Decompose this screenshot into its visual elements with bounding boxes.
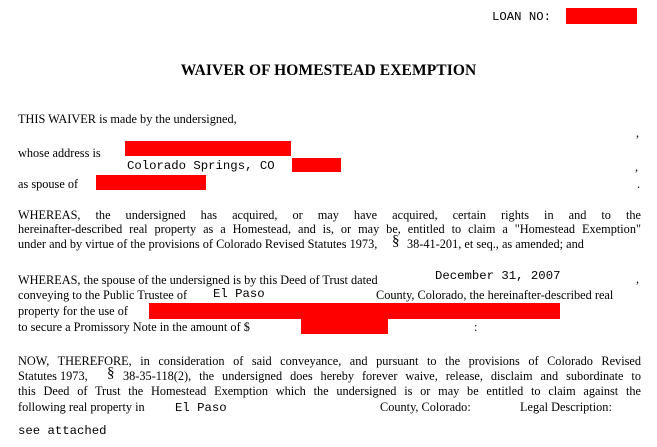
address-city-state: Colorado Springs, CO — [127, 159, 275, 173]
now-therefore-line2b: 38-35-118(2), the undersigned does hereby forever waive, release, disclaim and subordinate to — [123, 369, 641, 383]
now-therefore-line1: NOW, THEREFORE, in consideration of said conveyance, and pursuant to the provisions of Colorado Revised — [18, 354, 641, 368]
now-therefore-line4a: following real property in — [18, 400, 145, 414]
address-redaction — [125, 141, 291, 156]
whereas2-line4: to secure a Promissory Note in the amount of $ — [18, 320, 250, 334]
now-therefore-line3: this Deed of Trust the Homestead Exemption which the undersigned is or may be entitled to claim against the — [18, 384, 641, 398]
spouse-label: as spouse of — [18, 177, 79, 191]
document-title: WAIVER OF HOMESTEAD EXEMPTION — [180, 62, 477, 79]
whereas2-line1: WHEREAS, the spouse of the undersigned is by this Deed of Trust dated — [18, 273, 378, 287]
trustee-county: El Paso — [213, 287, 265, 301]
legal-description-label: Legal Description: — [520, 400, 612, 414]
amount-colon: : — [474, 320, 478, 334]
loan-number-redaction — [566, 8, 637, 24]
intro-line: THIS WAIVER is made by the undersigned, — [18, 112, 237, 126]
loan-number-label: LOAN NO: — [492, 10, 552, 24]
section-symbol-2: § — [107, 365, 115, 381]
beneficiary-redaction — [149, 303, 560, 319]
amount-redaction — [301, 319, 388, 334]
spouse-redaction — [96, 175, 206, 190]
intro-comma: , — [636, 126, 640, 140]
now-therefore-line2a: Statutes 1973, — [18, 369, 88, 383]
deed-date-comma: , — [636, 272, 640, 286]
deed-date: December 31, 2007 — [435, 269, 561, 283]
spouse-period: . — [637, 177, 641, 191]
whereas2-line2a: conveying to the Public Trustee of — [18, 288, 188, 302]
whereas1-line2: hereinafter-described real property as a Homestead, and is, or may be, entitled to claim a "Homestead Exemption" — [18, 222, 641, 236]
whereas2-line2b: County, Colorado, the hereinafter-described real — [376, 288, 614, 302]
section-symbol: § — [392, 233, 400, 249]
address-label: whose address is — [18, 146, 101, 160]
whereas1-line1: WHEREAS, the undersigned has acquired, or may have acquired, certain rights in and to the — [18, 208, 641, 222]
whereas2-line3: property for the use of — [18, 304, 128, 318]
now-therefore-line4b: County, Colorado: — [380, 400, 471, 414]
whereas1-line3a: under and by virtue of the provisions of Colorado Revised Statutes 1973, — [18, 237, 378, 251]
legal-description-value: see attached — [18, 424, 107, 438]
property-county: El Paso — [175, 401, 227, 415]
zip-redaction — [292, 158, 341, 172]
address-comma: , — [635, 160, 639, 174]
whereas1-line3b: 38-41-201, et seq., as amended; and — [407, 237, 584, 251]
